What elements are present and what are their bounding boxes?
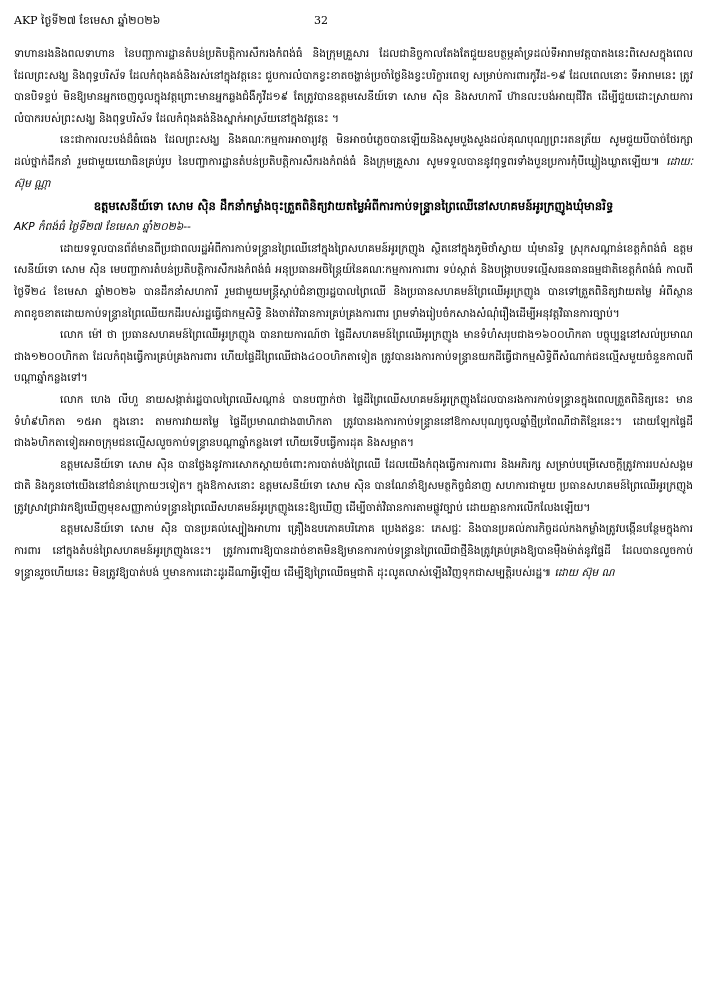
article-dateline: AKP កំពង់ធំ ថ្ងៃទី២៧ ខែមេសា ឆ្នាំ២០២៦--: [14, 221, 191, 234]
prev-article-paragraph-1: ទាហានរងនិងពលទាហាន នៃបញ្ជាការដ្ឋានតំបន់ប្រតិបត្តិការសឹករងកំពង់ធំ និងក្រុមគ្រួសារ ដែលជានិច្ចកាលតែងតែជួយឧបត្ថម្ភគាំទ្រដល់ទីអារាមវត្តបាតងនេះពិសេសក្នុងពេលដែលព្រះសង្ឃ និងពុទ្ធបរិស័ទ ដែលកំពុងគង់និងរស់នៅក្នុងវត្តនេះ ជួបការលំបាកខ្វះខាតចង្ហាន់ប្រចាំថ្ងៃនិងខ្វះបរិក្ខារពេទ្យ សម្រាប់ការពារកូវីដ-១៩ ដែលពេលនោះ ទីអារាមនេះ ត្រូវបានបិទខ្ទប់ មិនឱ្យមានអ្នកចេញចូលក្នុងវត្តព្រោះមានអ្នកឆ្លងជំងឺកូវីដ១៩ តែត្រូវបានឧត្តមសេនីយ៍ទោ សោម ស៊ិន និងសហការី ហ៊ានលះបង់អាយុជីវិត ដើម្បីជួយដោះស្រាយការលំបាករបស់ព្រះសង្ឃ និងពុទ្ធបរិស័ទ ដែលកំពុងគង់និងស្នាក់អាស្រ័យនៅក្នុងវត្តនេះ ។: [14, 48, 693, 125]
article-paragraph-1: ដោយទទួលបានព័ត៌មានពីប្រជាពលរដ្ឋអំពីការកាប់ទន្ទ្រានព្រៃឈើនៅក្នុងព្រៃសហគមន៍អូរក្រញូង ស្ថិតនៅក្នុងភូមិថាំស្វាយ ឃុំមានរិទ្ធ ស្រុកសណ្ដាន់ខេត្តកំពង់ធំ ឧត្តមសេនីយ៍ទោ សោម ស៊ិន មេបញ្ជាការតំបន់ប្រតិបត្តិការសឹករងកំពង់ធំ អនុប្រធានអចិន្ត្រៃយ៍នៃគណៈកម្មការការពារ ទប់ស្កាត់ និងបង្ក្រាបបទល្មើសធនធានធម្មជាតិខេត្តកំពង់ធំ កាលពីថ្ងៃទី២៤ ខែមេសា ឆ្នាំ២០២៦ បានដឹកនាំសហការី រួមជាមួយមន្ត្រីស្ដាប់ជំនាញរដ្ឋបាលព្រៃឈើ និងប្រធានសហគមន៍ព្រៃឈើអូរក្រញូង បានទៅត្រួតពិនិត្យវាយតម្លៃ អំពីស្ថានភាពខូចខាតដោយកាប់ទន្ទ្រានព្រៃឈើយកដីរបស់រដ្ឋធ្វើជាកម្មសិទ្ធិ និងចាត់វិធានការគ្រប់គ្រងការពារ ព្រមទាំងរៀបចំកសាងសំណុំរឿងដើម្បីអនុវត្តវិធានការច្បាប់។: [14, 242, 693, 320]
header-dateline: AKP ថ្ងៃទី២៧ ខែមេសា ឆ្នាំ២០២៦: [14, 14, 161, 27]
prev-article-paragraph-2: នេះជាការលះបង់ដ៏ធំធេង ដែលព្រះសង្ឃ និងគណៈកម្មការអាចារ្យវត្ត មិនអាចបំភ្លេចបានឡើយនិងសូមបួងសួងដល់គុណបុណ្យព្រះរតនត្រ័យ សូមជួយបីបាច់ថែរក្សា ដល់ថ្នាក់ដឹកនាំ រួមជាមួយយោធិនគ្រប់រូប នៃបញ្ជាការដ្ឋានតំបន់ប្រតិបត្តិការសឹករងកំពង់ធំ និងក្រុមគ្រួសារ សូមទទួលបាននូវពុទ្ធពរទាំងបួនប្រការកុំបីឃ្លៀងឃ្លាតឡើយ៕ ដោយៈ ស៊ុម ណ្ណា: [14, 134, 694, 190]
article-paragraph-3: លោក ហេង លីហួ នាយសង្កាត់រដ្ឋបាលព្រៃឈើសណ្ដាន់ បានបញ្ជាក់ថា ផ្ទៃដីព្រៃឈើសហគមន៍អូរក្រញូងដែលបានរងការកាប់ទន្ទ្រានក្នុងពេលត្រួតពិនិត្យនេះ មានទំហំ៩ហិកតា ១៥អា ក្នុងនោះ តាមការវាយតម្លៃ ផ្ទៃដីប្រមាណជាង៣ហិកតា ត្រូវបានរងការកាប់ទន្ទ្រាននៅឱកាសបុណ្យចូលឆ្នាំថ្មីប្រពៃណីជាតិខ្មែរនេះ។ ដោយឡែកផ្ទៃដីជាង៦ហិកតាទៀតអាចក្រុមជនល្មើសលួចកាប់ទន្ទ្រានបណ្ដាឆ្នាំកន្លងទៅ ហើយទើបធ្វើការដុត និងសម្អាត។: [14, 393, 693, 450]
article-byline: ដោយ ស៊ុម ណ: [554, 566, 615, 579]
page-number: 32: [314, 14, 328, 27]
article-title: ឧត្តមសេនីយ៍ទោ សោម ស៊ិន ដឹកនាំកម្លាំងចុះត្រួតពិនិត្យវាយតម្លៃអំពីការកាប់ទន្ទ្រានព្រៃឈើនៅសហគមន៍អូរក្រញូងឃុំមានរិទ្ធ: [93, 199, 614, 214]
page-header: [14, 14, 693, 34]
article-paragraph-2: លោក ម៉ៅ ថា ប្រធានសហគមន៍ព្រៃឈើអូរក្រញូង បានរាយការណ៍ថា ផ្ទៃដីសហគមន៍ព្រៃឈើអូរក្រញូង មានទំហំសរុបជាង១៦០០ហិកតា បច្ចុប្បន្ននៅសល់ប្រមាណជាង១២០០ហិកតា ដែលកំពុងធ្វើការគ្រប់គ្រងការពារ ហើយផ្ទៃដីព្រៃឈើជាង៤០០ហិកតាទៀត ត្រូវបានរងការកាប់ទន្ទ្រានយកដីធ្វើជាកម្មសិទ្ធិពីសំណាក់ជនល្មើសមួយចំនួនកាលពីបណ្ដាឆ្នាំកន្លងទៅ។: [14, 329, 693, 385]
prev-article-byline: ដោយៈ ស៊ុម ណ្ណា: [14, 155, 694, 190]
document-body: [14, 44, 693, 994]
article-paragraph-5: ឧត្តមសេនីយ៍ទោ សោម ស៊ិន បានប្រគល់ស្បៀងអាហារ គ្រឿងឧបភោគបរិភោគ ប្រេងឥន្ធនៈ ភេសជ្ជៈ និងបានប្រគល់ភារកិច្ចដល់កងកម្លាំងត្រូវបង្កើនបន្ថែមក្នុងការការពារ នៅក្នុងតំបន់ព្រៃសហគមន៍អូរក្រញូងនេះ។ ត្រូវការពារឱ្យបានដាច់ខាតមិនឱ្យមានការកាប់ទន្ទ្រានព្រៃឈើជាថ្មីនិងត្រូវគ្រប់គ្រងឱ្យបានម៉ឺងម៉ាត់នូវផ្ទៃដី ដែលបានលួចកាប់ទន្ទ្រានរួចហើយនេះ មិនត្រូវឱ្យបាត់បង់ ឬមានការដោះដូរដីណាអ្វីឡើយ ដើម្បីឱ្យព្រៃឈើធម្មជាតិ ដុះលូតលាស់ឡើងវិញទុកជាសម្បត្តិរបស់រដ្ឋ៕ ដោយ ស៊ុម ណ: [14, 523, 693, 579]
article-paragraph-4: ឧត្តមសេនីយ៍ទោ សោម ស៊ិន បានថ្លែងនូវការសោកស្ដាយចំពោះការបាត់បង់ព្រៃឈើ ដែលយើងកំពុងធ្វើការការពារ និងអភិរក្ស សម្រាប់បម្រើសេចក្តីត្រូវការរបស់សង្គមជាតិ និងកូនចៅយើងនៅជំនាន់ក្រោយៗទៀត។ ក្នុងឱកាសនោះ ឧត្តមសេនីយ៍ទោ សោម ស៊ិន បានណែនាំឱ្យសមត្ថកិច្ចជំនាញ សហការជាមួយ ប្រធានសហគមន៍ព្រៃឈើអូរក្រញូង ត្រូវស្រាវជ្រាវរកឱ្យឃើញមុខសញ្ញាកាប់ទន្ទ្រានព្រៃឈើសហគមន៍អូរក្រញូងនេះឱ្យឃើញ ដើម្បីចាត់វិធានការតាមផ្លូវច្បាប់ ដោយគ្មានការលើកលែងឡើយ។: [14, 458, 693, 514]
